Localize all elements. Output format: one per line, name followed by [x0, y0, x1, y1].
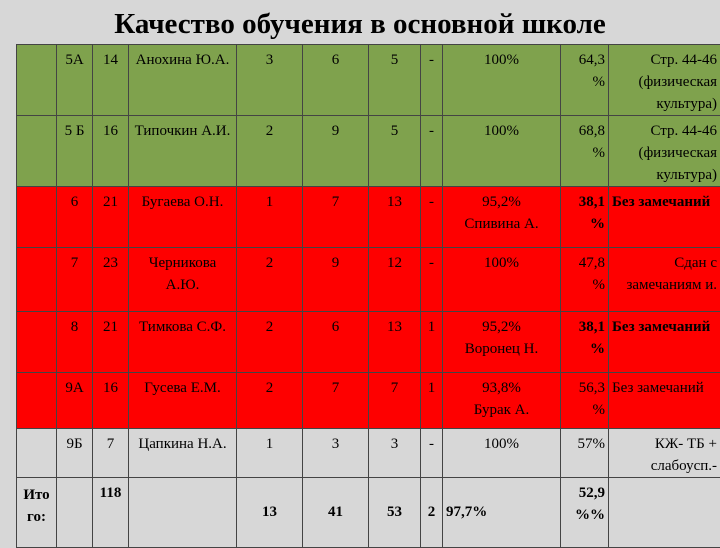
- count-cell: 21: [93, 187, 129, 248]
- table-row: [17, 373, 720, 429]
- table-row: [17, 429, 720, 478]
- grade-4-cell: 6: [303, 45, 369, 116]
- class-cell: 5А: [57, 45, 93, 116]
- grade-5-cell: 1: [237, 429, 303, 478]
- quality-cell: 47,8 %: [561, 248, 609, 312]
- success-value: 95,2%: [445, 316, 558, 338]
- note-cell: Сдан с замечаниям и.: [609, 248, 720, 312]
- grade-2-cell: -: [421, 45, 443, 116]
- grade-2-cell: -: [421, 116, 443, 187]
- count-cell: 21: [93, 312, 129, 373]
- success-cell: 100%: [443, 116, 561, 187]
- grade-5-cell: 2: [237, 248, 303, 312]
- class-cell: 9А: [57, 373, 93, 429]
- grade-4-cell: 6: [303, 312, 369, 373]
- teacher-cell: Бугаева О.Н.: [129, 187, 237, 248]
- class-cell: 6: [57, 187, 93, 248]
- note-cell: Без замечаний: [609, 312, 720, 373]
- success-cell: 100%: [443, 248, 561, 312]
- class-cell: 5 Б: [57, 116, 93, 187]
- note-cell: Стр. 44-46 (физическая культура): [609, 116, 720, 187]
- grade-3-cell: 12: [369, 248, 421, 312]
- grade-3-cell: 7: [369, 373, 421, 429]
- table-row: [17, 45, 720, 116]
- success-value: 93,8%: [445, 377, 558, 399]
- count-cell: 7: [93, 429, 129, 478]
- success-cell: 100%: [443, 45, 561, 116]
- grade-2-cell: 1: [421, 312, 443, 373]
- grade-3-cell: 5: [369, 116, 421, 187]
- total-success: 97,7%: [443, 478, 561, 548]
- total-grade-3: 53: [369, 478, 421, 548]
- grade-3-cell: 13: [369, 187, 421, 248]
- grade-4-cell: 7: [303, 373, 369, 429]
- note-cell: Без замечаний: [609, 373, 720, 429]
- grade-2-cell: 1: [421, 373, 443, 429]
- teacher-cell: Типочкин А.И.: [129, 116, 237, 187]
- total-count: 118: [93, 478, 129, 548]
- student-name: Бурак А.: [445, 399, 558, 421]
- grade-3-cell: 13: [369, 312, 421, 373]
- grade-4-cell: 7: [303, 187, 369, 248]
- success-cell: 100%: [443, 429, 561, 478]
- count-cell: 16: [93, 373, 129, 429]
- quality-cell: 38,1 %: [561, 312, 609, 373]
- grade-5-cell: 2: [237, 373, 303, 429]
- success-cell: [443, 312, 561, 373]
- grade-5-cell: 3: [237, 45, 303, 116]
- count-cell: 14: [93, 45, 129, 116]
- count-cell: 23: [93, 248, 129, 312]
- quality-cell: 57%: [561, 429, 609, 478]
- class-cell: 9Б: [57, 429, 93, 478]
- note-cell: Без замечаний: [609, 187, 720, 248]
- grade-4-cell: 9: [303, 116, 369, 187]
- grade-5-cell: 1: [237, 187, 303, 248]
- success-cell: [443, 373, 561, 429]
- total-quality: 52,9 %%: [561, 478, 609, 548]
- quality-cell: 64,3 %: [561, 45, 609, 116]
- class-cell: 7: [57, 248, 93, 312]
- grade-2-cell: -: [421, 187, 443, 248]
- quality-table: [16, 44, 720, 548]
- success-value: 95,2%: [445, 191, 558, 213]
- teacher-cell: Тимкова С.Ф.: [129, 312, 237, 373]
- grade-5-cell: 2: [237, 312, 303, 373]
- page-title: Качество обучения в основной школе: [0, 4, 720, 44]
- total-row: [17, 478, 720, 548]
- teacher-cell: Черникова А.Ю.: [129, 248, 237, 312]
- grade-2-cell: -: [421, 429, 443, 478]
- grade-2-cell: -: [421, 248, 443, 312]
- table-row: [17, 312, 720, 373]
- grade-3-cell: 3: [369, 429, 421, 478]
- grade-3-cell: 5: [369, 45, 421, 116]
- class-cell: 8: [57, 312, 93, 373]
- note-cell: Стр. 44-46 (физическая культура): [609, 45, 720, 116]
- student-name: Воронец Н.: [445, 338, 558, 360]
- table-row: [17, 116, 720, 187]
- note-cell: КЖ- ТБ + слабоусп.-: [609, 429, 720, 478]
- grade-4-cell: 3: [303, 429, 369, 478]
- grade-4-cell: 9: [303, 248, 369, 312]
- teacher-cell: Гусева Е.М.: [129, 373, 237, 429]
- table-row: [17, 187, 720, 248]
- grade-5-cell: 2: [237, 116, 303, 187]
- quality-cell: 38,1 %: [561, 187, 609, 248]
- count-cell: 16: [93, 116, 129, 187]
- total-label: Ито го:: [17, 478, 57, 548]
- student-name: Спивина А.: [445, 213, 558, 235]
- total-grade-2: 2: [421, 478, 443, 548]
- quality-cell: 68,8 %: [561, 116, 609, 187]
- success-cell: [443, 187, 561, 248]
- total-grade-5: 13: [237, 478, 303, 548]
- quality-cell: 56,3 %: [561, 373, 609, 429]
- table-row: [17, 248, 720, 312]
- total-grade-4: 41: [303, 478, 369, 548]
- teacher-cell: Цапкина Н.А.: [129, 429, 237, 478]
- teacher-cell: Анохина Ю.А.: [129, 45, 237, 116]
